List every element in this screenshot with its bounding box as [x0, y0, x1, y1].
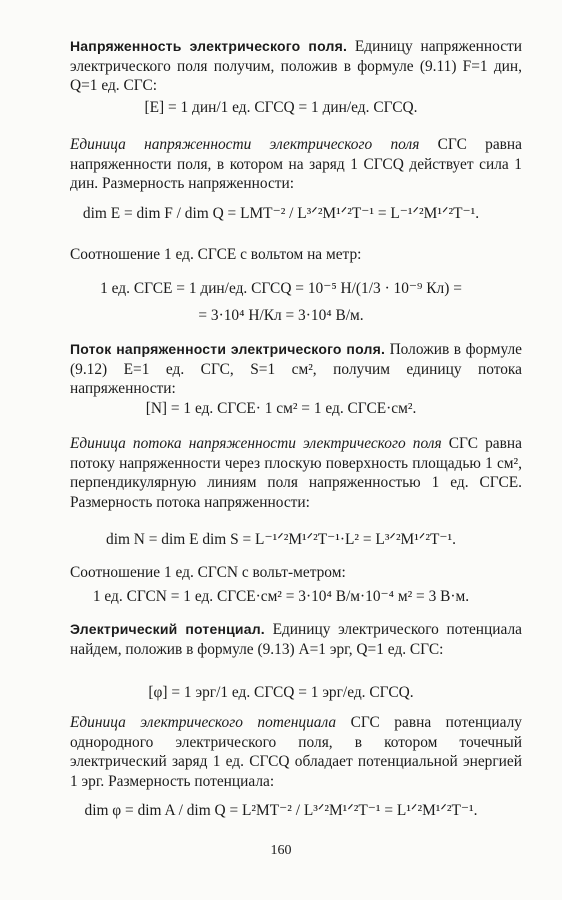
s2-formula-1: [N] = 1 ед. СГСE· 1 см² = 1 ед. СГСE·см².: [145, 400, 417, 417]
s2-paragraph-2: [70, 434, 522, 512]
s1-formula-2: dim E = dim F / dim Q = LMT⁻² / L³ᐟ²M¹ᐟ²T⁻¹ = L⁻¹ᐟ²M¹ᐟ²T⁻¹.: [82, 205, 480, 222]
s1-heading: Напряженность электрического поля.: [70, 38, 348, 54]
s1-p2-text: СГС равна напряженности поля, в котором на заряд 1 СГСQ действует сила 1 дин. Размерность напряженности:: [70, 136, 522, 192]
s2-heading: Поток напряженности электрического поля.: [70, 341, 386, 357]
s2-paragraph-1: [70, 340, 522, 399]
s2-p2-italic: Единица потока напряженности электрического поля: [70, 435, 442, 452]
s2-formula-3: 1 ед. СГСN = 1 ед. СГСE·см² = 3·10⁴ В/м·10⁻⁴ м² = 3 В·м.: [92, 588, 470, 605]
s3-p2-text: СГС равна потенциалу однородного электрического поля, в котором точечный электрический заряд 1 ед. СГСQ обладает потенциальной энергией 1 эрг. Размерность потенциала:: [70, 714, 522, 790]
s1-formula-3b: = 3·10⁴ Н/Кл = 3·10⁴ В/м.: [198, 307, 364, 324]
s3-heading: Электрический потенциал.: [70, 621, 265, 637]
s2-p1-text: Положив в формуле (9.12) E=1 ед. СГС, S=1 см², получим единицу потока напряженности:: [70, 341, 522, 397]
s2-p2-text: СГС равна потоку напряженности через плоскую поверхность площадью 1 см², перпендикулярную линиям поля напряженностью 1 ед. СГСE. Размерность потока напряженности:: [70, 435, 522, 511]
s3-p1-text: Единицу электрического потенциала найдем, положив в формуле (9.13) A=1 эрг, Q=1 ед. СГС:: [70, 621, 522, 658]
s1-p1-text: Единицу напряженности электрического поля получим, положив в формуле (9.11) F=1 дин, Q=1 ед. СГС:: [70, 38, 522, 94]
s2-paragraph-3: Соотношение 1 ед. СГСN с вольт-метром:: [70, 564, 346, 581]
s3-p2-italic: Единица электрического потенциала: [70, 714, 337, 731]
s3-paragraph-2: [70, 713, 522, 791]
s2-formula-2: dim N = dim E dim S = L⁻¹ᐟ²M¹ᐟ²T⁻¹·L² = L³ᐟ²M¹ᐟ²T⁻¹.: [106, 531, 456, 548]
s1-formula-1: [E] = 1 дин/1 ед. СГСQ = 1 дин/ед. СГСQ.: [144, 99, 418, 116]
s1-paragraph-3: Соотношение 1 ед. СГСE с вольтом на метр:: [70, 246, 362, 263]
page-number: 160: [270, 843, 292, 858]
s1-formula-3a: 1 ед. СГСE = 1 дин/ед. СГСQ = 10⁻⁵ Н/(1/3 · 10⁻⁹ Кл) =: [100, 280, 462, 297]
s1-p2-italic: Единица напряженности электрического поля: [70, 136, 420, 153]
s3-paragraph-1: [70, 620, 522, 659]
s1-paragraph-1: [70, 37, 522, 96]
s3-formula-2: dim φ = dim A / dim Q = L²MT⁻² / L³ᐟ²M¹ᐟ²T⁻¹ = L¹ᐟ²M¹ᐟ²T⁻¹.: [84, 802, 478, 819]
s3-formula-1: [φ] = 1 эрг/1 ед. СГСQ = 1 эрг/ед. СГСQ.: [148, 684, 414, 701]
s1-paragraph-2: [70, 135, 522, 194]
